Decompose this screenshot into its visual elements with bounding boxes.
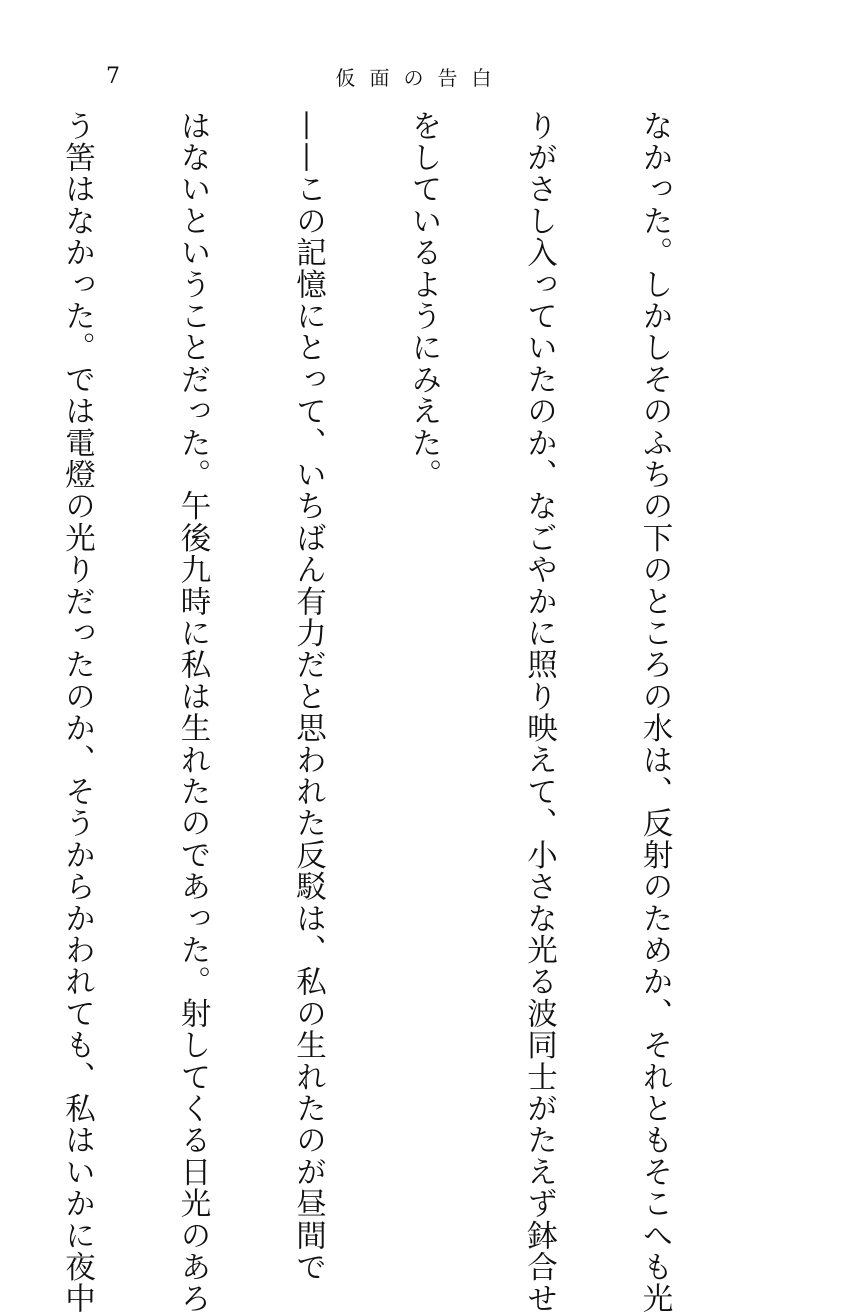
running-head-title: 仮面の告白 [335, 66, 506, 90]
text-line: なかった。しかしそのふちの下のところの水は、反射のためか、それともそこへも光 [637, 110, 672, 1315]
vertical-body-text [59, 110, 750, 1315]
text-line: ——この記憶にとって、いちばん有力だと思われた反駁は、私の生れたのが昼間で [290, 110, 326, 1283]
text-line: をしているようにみえた。 [406, 110, 441, 491]
page-number: 7 [106, 64, 120, 89]
text-line: りがさし入っていたのか、なごやかに照り映えて、小さな光る波同士がたえず鉢合せ [521, 110, 557, 1315]
text-line: う筈はなかった。では電燈の光りだったのか、そうからかわれても、私はいかに夜中 [59, 110, 95, 1315]
text-line: はないということだった。午後九時に私は生れたのであった。射してくる日光のあろ [175, 110, 210, 1315]
